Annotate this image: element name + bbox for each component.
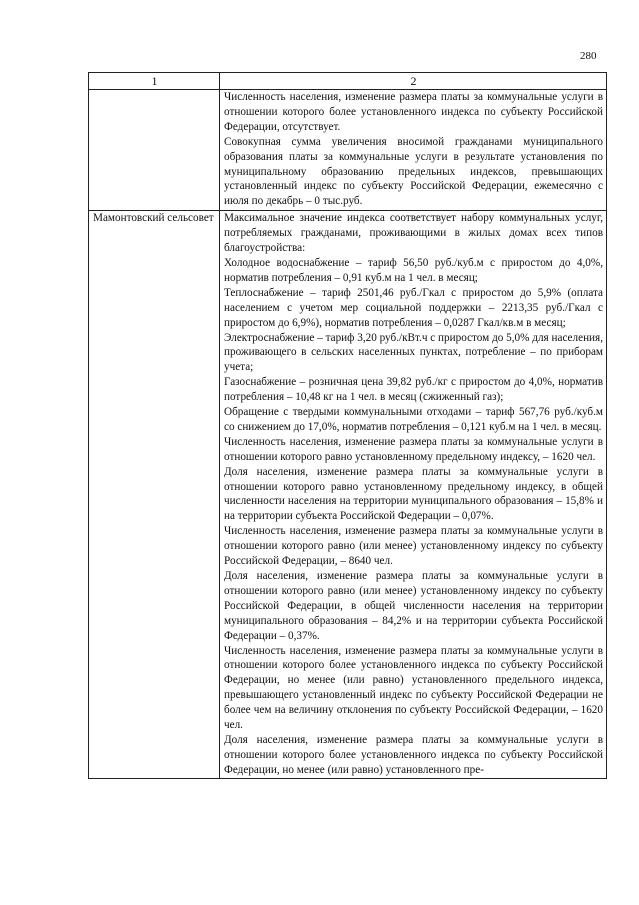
paragraph: Численность населения, изменение размера платы за коммунальные услуги в отношении которого более установленного индекса по субъекту Российской Федерации, отсутствует. (224, 91, 603, 133)
column-header-1: 1 (89, 73, 220, 90)
paragraph: Доля населения, изменение размера платы за коммунальные услуги в отношении которого более установленного индекса по субъекту Российской Федерации, но менее (или равно) установленного пре- (224, 733, 603, 776)
row-content-cell (220, 90, 607, 211)
paragraph: Численность населения, изменение размера платы за коммунальные услуги в отношении которого равно (или менее) установленному индексу по субъекту Российской Федерации, – 8640 чел. (224, 525, 603, 568)
paragraph: Холодное водоснабжение – тариф 56,50 руб./куб.м с приростом до 4,0%, норматив потребления – 0,91 куб.м на 1 чел. в месяц; (224, 256, 603, 284)
paragraph: Совокупная сумма увеличения вносимой гражданами муниципального образования платы за коммунальные услуги в результате установления по муниципальному образованию предельных индексов, превышающих установленный индекс по субъекту Российской Федерации, ежемесячно с июля по декабрь – 0 тыс.руб. (224, 135, 603, 208)
row-content-cell (220, 211, 607, 778)
paragraph: Доля населения, изменение размера платы за коммунальные услуги в отношении которого равно (или менее) установленному индексу по субъекту Российской Федерации, в общей численности населения на территории муниципального образования – 84,2% и на территории субъекта Российской Федерации – 0,37%. (224, 570, 603, 642)
paragraph: Обращение с твердыми коммунальными отходами – тариф 567,76 руб./куб.м со снижением до 17,0%, норматив потребления – 0,121 куб.м на 1 чел. в месяц. (224, 406, 603, 433)
table-header-row (89, 73, 607, 90)
column-header-2: 2 (220, 73, 607, 90)
table-row (89, 211, 607, 778)
paragraph: Численность населения, изменение размера платы за коммунальные услуги в отношении которого равно установленному предельному индексу, – 1620 чел. (224, 435, 603, 463)
paragraph: Численность населения, изменение размера платы за коммунальные услуги в отношении которого более установленного индекса по субъекту Российской Федерации, но менее (или равно) установленного предельного индекса, превышающего установленный индекс по субъекту Российской Федерации не более чем на величину отклонения по субъекту Российской Федерации, – 1620 чел. (224, 644, 603, 732)
paragraph: Теплоснабжение – тариф 2501,46 руб./Гкал с приростом до 5,9% (оплата населением с учетом мер социальной поддержки – 2213,35 руб./Гкал с приростом до 6,9%), норматив потребления – 0,0287 Гкал/кв.м в месяц; (224, 286, 603, 329)
paragraph: Электроснабжение – тариф 3,20 руб./кВт.ч с приростом до 5,0% для населения, проживающего в сельских населенных пунктах, потребление – по приборам учета; (224, 331, 603, 374)
row-label-cell: Мамонтовский сельсовет (89, 211, 220, 778)
table-row (89, 90, 607, 211)
data-table (88, 72, 607, 779)
paragraph: Максимальное значение индекса соответствует набору коммунальных услуг, потребляемых гражданами, проживающими в жилых домах всех типов благоустройства: (224, 212, 603, 255)
page-number: 280 (580, 50, 597, 62)
row-label-cell (89, 90, 220, 211)
paragraph: Газоснабжение – розничная цена 39,82 руб./кг с приростом до 4,0%, норматив потребления – 10,48 кг на 1 чел. в месяц (сжиженный газ); (224, 376, 603, 404)
paragraph: Доля населения, изменение размера платы за коммунальные услуги в отношении которого равно установленному предельному индексу, в общей численности населения на территории муниципального образования – 15,8% и на территории субъекта Российской Федерации – 0,07%. (224, 465, 603, 523)
